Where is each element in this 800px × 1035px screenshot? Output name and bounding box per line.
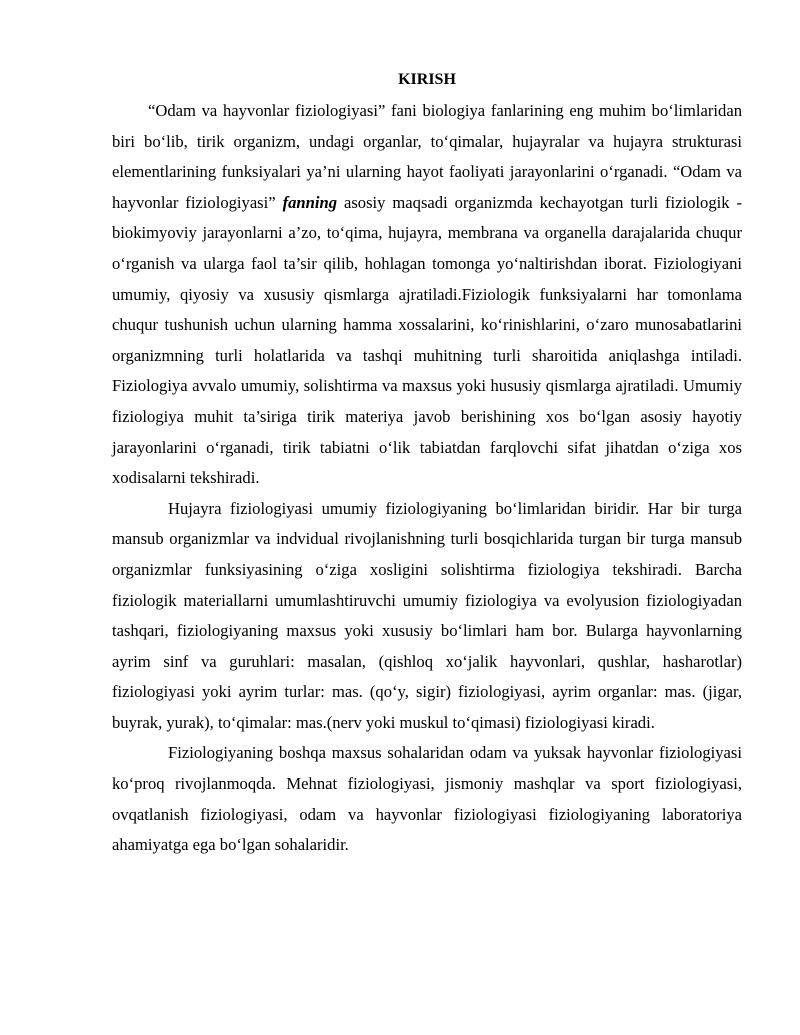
page-title: KIRISH <box>398 71 456 88</box>
paragraph-intro-text-end: asosiy maqsadi organizmda kechayotgan turli fiziologik - biokimyoviy jarayonlarni a’zo, to‘qima, hujayra, membrana va organella darajalarida chuqur o‘rganish va ularga faol ta’sir qilib, hohlagan tomonga yo‘naltirishdan iborat. Fiziologiyani umumiy, qiyosiy va xususiy qismlarga ajratiladi.Fiziologik funksiyalarni har tomonlama chuqur tushunish uchun ularning hamma xossalarini, ko‘rinishlarini, o‘zaro munosabatlarini organizmning turli holatlarida va tashqi muhitning turli sharoitida aniqlashga intiladi. Fiziologiya avvalo umumiy, solishtirma va maxsus yoki hususiy qismlarga ajratiladi. Umumiy fiziologiya muhit ta’siriga tirik materiya javob berishining xos bo‘lgan asosiy hayotiy jarayonlarini o‘rganadi, tirik tabiatni o‘lik tabiatdan farqlovchi sifat jihatdan o‘ziga xos xodisalarni tekshiradi. <box>112 192 743 488</box>
paragraph-intro <box>112 96 742 494</box>
paragraph-special-fields: Fiziologiyaning boshqa maxsus sohalaridan odam va yuksak hayvonlar fiziologiyasi ko‘proq rivojlanmoqda. Mehnat fiziologiyasi, jismoniy mashqlar va sport fiziologiyasi, ovqatlanish fiziologiyasi, odam va hayvonlar fiziologiyasi fiziologiyaning laboratoriya ahamiyatga ega bo‘lgan sohalaridir. <box>112 743 742 855</box>
paragraph-intro-text-start: “Odam va hayvonlar fiziologiyasi” fani biologiya fanlarining eng muhim bo‘limlaridan biri bo‘lib, tirik organizm, undagi organlar, to‘qimalar, hujayralar va hujayra strukturasi elementlarining funksiyalari ya’ni ularning hayot faoliyati jarayonlarini o‘rganadi. “Odam va hayvonlar fiziologiyasi” <box>112 101 742 212</box>
emphasized-word: fanning <box>282 192 337 212</box>
paragraph-cell-physiology: Hujayra fiziologiyasi umumiy fiziologiyaning bo‘limlaridan biridir. Har bir turga mansub organizmlar va indvidual rivojlanishning turli bosqichlarida turgan bir turga mansub organizmlar funksiyasining o‘ziga xosligini solishtirma fiziologiya tekshiradi. Barcha fiziologik materiallarni umumlashtiruvchi umumiy fiziologiya va evolyusion fiziologiyadan tashqari, fiziologiyaning maxsus yoki xususiy bo‘limlari ham bor. Bularga hayvonlarning ayrim sinf va guruhlari: masalan, (qishloq xo‘jalik hayvonlari, qushlar, hasharotlar) fiziologiyasi yoki ayrim turlar: mas. (qo‘y, sigir) fiziologiyasi, ayrim organlar: mas. (jigar, buyrak, yurak), to‘qimalar: mas.(nerv yoki muskul to‘qimasi) fiziologiyasi kiradi. <box>112 498 742 732</box>
document-page <box>112 70 742 861</box>
